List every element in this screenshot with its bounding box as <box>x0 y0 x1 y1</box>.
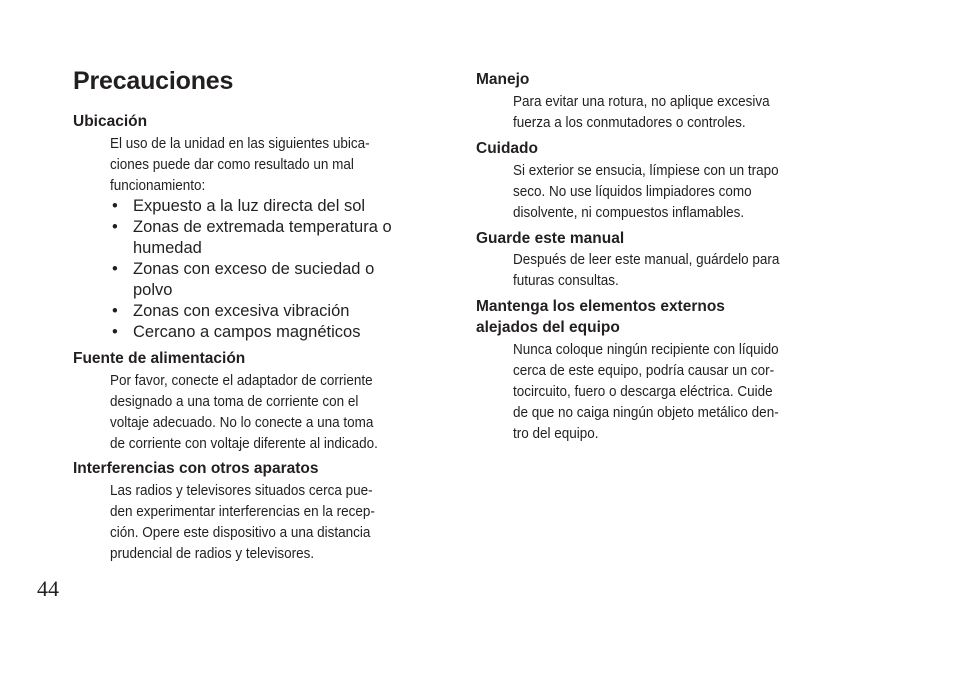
manejo-paragraph <box>513 91 770 133</box>
section-heading-cuidado: Cuidado <box>476 140 538 157</box>
text-line: fuerza a los conmutadores o controles. <box>513 114 746 131</box>
list-item <box>110 196 392 217</box>
text-line: designado a una toma de corriente con el <box>110 393 359 410</box>
heading-line: Mantenga los elementos externos <box>476 298 725 315</box>
list-item-text: Zonas con exceso de suciedad o <box>133 260 375 278</box>
text-line: voltaje adecuado. No lo conecte a una toma <box>110 414 374 431</box>
heading-line: alejados del equipo <box>476 319 620 336</box>
text-line: den experimentar interferencias en la recep- <box>110 503 375 520</box>
interferencias-paragraph <box>110 480 375 564</box>
list-item-text: polvo <box>133 281 173 299</box>
cuidado-paragraph <box>513 160 779 223</box>
text-line: Nunca coloque ningún recipiente con líquido <box>513 341 779 358</box>
list-item <box>110 217 392 259</box>
section-heading-interferencias: Interferencias con otros aparatos <box>73 460 319 477</box>
text-line: funcionamiento: <box>110 177 206 194</box>
text-line: cerca de este equipo, podría causar un cor- <box>513 362 775 379</box>
section-heading-manejo: Manejo <box>476 71 530 88</box>
text-line: El uso de la unidad en las siguientes ubica- <box>110 135 370 152</box>
text-line: futuras consultas. <box>513 272 619 289</box>
bullet-icon: • <box>112 302 118 320</box>
text-line: Las radios y televisores situados cerca pue- <box>110 482 373 499</box>
ubicacion-intro <box>110 133 370 196</box>
text-line: Para evitar una rotura, no aplique excesiva <box>513 93 770 110</box>
text-line: seco. No use líquidos limpiadores como <box>513 183 752 200</box>
list-item-text: Zonas de extremada temperatura o <box>133 218 392 236</box>
section-heading-guarde: Guarde este manual <box>476 230 625 247</box>
section-heading-mantenga <box>476 296 725 338</box>
page-number: 44 <box>37 576 59 601</box>
text-line: tocircuito, fuero o descarga eléctrica. Cuide <box>513 383 773 400</box>
fuente-paragraph <box>110 370 378 454</box>
page-title: Precauciones <box>73 67 234 95</box>
bullet-icon: • <box>112 323 118 341</box>
list-item <box>110 322 392 343</box>
bullet-icon: • <box>112 197 118 215</box>
mantenga-paragraph <box>513 339 779 444</box>
text-line: Después de leer este manual, guárdelo para <box>513 251 780 268</box>
list-item-text: Zonas con excesiva vibración <box>133 302 350 320</box>
list-item <box>110 301 392 322</box>
text-line: ción. Opere este dispositivo a una distancia <box>110 524 371 541</box>
bullet-icon: • <box>112 260 118 278</box>
text-line: tro del equipo. <box>513 425 599 442</box>
text-line: de corriente con voltaje diferente al indicado. <box>110 435 378 452</box>
ubicacion-bullet-list <box>110 196 392 343</box>
list-item-text: Expuesto a la luz directa del sol <box>133 197 366 215</box>
text-line: Por favor, conecte el adaptador de corriente <box>110 372 373 389</box>
text-line: Si exterior se ensucia, límpiese con un trapo <box>513 162 779 179</box>
bullet-icon: • <box>112 218 118 236</box>
section-heading-fuente: Fuente de alimentación <box>73 350 246 367</box>
text-line: prudencial de radios y televisores. <box>110 545 315 562</box>
guarde-paragraph <box>513 249 779 291</box>
list-item-text: humedad <box>133 239 202 257</box>
text-line: ciones puede dar como resultado un mal <box>110 156 354 173</box>
section-heading-ubicacion: Ubicación <box>73 113 148 130</box>
text-line: de que no caiga ningún objeto metálico den- <box>513 404 779 421</box>
list-item <box>110 259 392 301</box>
text-line: disolvente, ni compuestos inflamables. <box>513 204 745 221</box>
list-item-text: Cercano a campos magnéticos <box>133 323 361 341</box>
